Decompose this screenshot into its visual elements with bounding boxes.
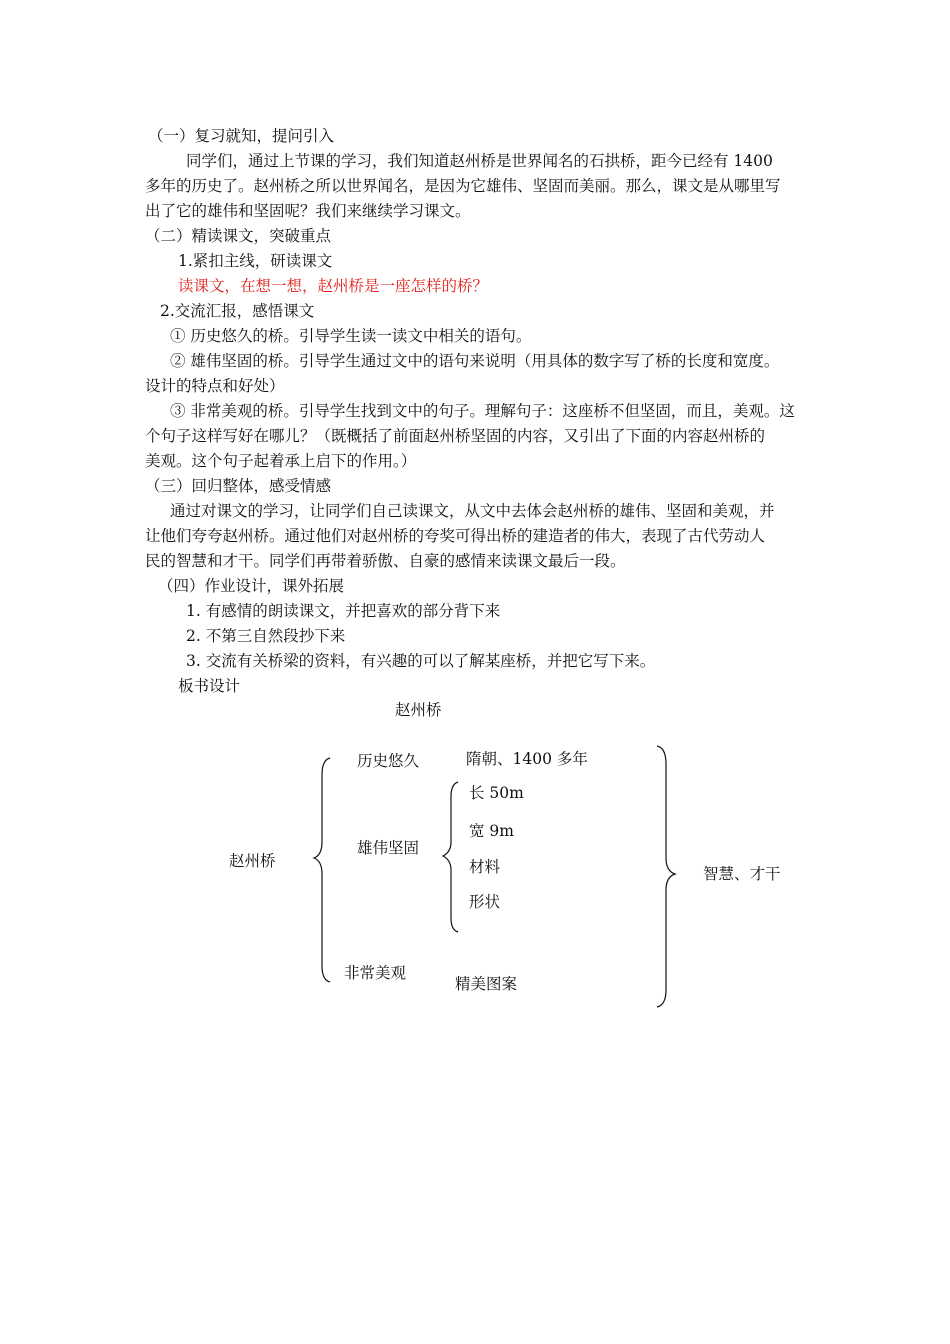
branch-history: 历史悠久	[357, 752, 420, 770]
paragraph-line: 同学们，通过上节课的学习，我们知道赵州桥是世界闻名的石拱桥，距今已经有 1400	[186, 152, 773, 170]
detail-shape: 形状	[469, 893, 501, 911]
point-3: ③ 非常美观的桥。引导学生找到文中的句子。理解句子：这座桥不但坚固，而且，美观。这	[170, 402, 795, 420]
detail-beauty: 精美图案	[455, 975, 518, 993]
paragraph-line: 设计的特点和好处）	[145, 377, 285, 395]
point-1: ① 历史悠久的桥。引导学生读一读文中相关的语句。	[170, 327, 532, 345]
paragraph-line: 出了它的雄伟和坚固呢？我们来继续学习课文。	[145, 202, 471, 220]
highlight-question: 读课文，在想一想，赵州桥是一座怎样的桥？	[178, 277, 489, 295]
paragraph-line: 美观。这个句子起着承上启下的作用。）	[145, 452, 417, 470]
point-2: ② 雄伟坚固的桥。引导学生通过文中的语句来说明（用具体的数字写了桥的长度和宽度。	[170, 352, 780, 370]
branch-beauty: 非常美观	[344, 964, 407, 982]
left-brace	[314, 758, 330, 982]
detail-width: 宽 9m	[469, 822, 514, 840]
homework-item-1: 1. 有感情的朗读课文，并把喜欢的部分背下来	[186, 602, 501, 620]
board-title: 赵州桥	[395, 701, 442, 719]
branch-sturdy: 雄伟坚固	[357, 839, 420, 857]
board-design-heading: 板书设计	[178, 677, 241, 695]
board-conclusion: 智慧、才干	[703, 865, 781, 883]
paragraph-line: 多年的历史了。赵州桥之所以世界闻名，是因为它雄伟、坚固而美丽。那么，课文是从哪里写	[145, 177, 781, 195]
detail-length: 长 50m	[469, 784, 524, 802]
homework-item-3: 3. 交流有关桥梁的资料，有兴趣的可以了解某座桥，并把它写下来。	[186, 652, 656, 670]
paragraph-line: 个句子这样写好在哪儿？（既概括了前面赵州桥坚固的内容，又引出了下面的内容赵州桥的	[145, 427, 766, 445]
inner-brace	[443, 782, 458, 932]
board-root: 赵州桥	[229, 852, 276, 870]
paragraph-line: 让他们夸夸赵州桥。通过他们对赵州桥的夸奖可得出桥的建造者的伟大，表现了古代劳动人	[145, 527, 766, 545]
homework-item-2: 2. 不第三自然段抄下来	[186, 627, 346, 645]
section-2-heading: （二）精读课文，突破重点	[145, 227, 332, 245]
subheading-1: 1.紧扣主线，研读课文	[178, 252, 333, 270]
section-1-heading: （一）复习就知，提问引入	[148, 127, 335, 145]
section-3-heading: （三）回归整体，感受情感	[145, 477, 332, 495]
subheading-2: 2.交流汇报，感悟课文	[160, 302, 315, 320]
paragraph-line: 民的智慧和才干。同学们再带着骄傲、自豪的感情来读课文最后一段。	[145, 552, 626, 570]
detail-material: 材料	[469, 858, 501, 876]
right-brace	[657, 746, 675, 1007]
paragraph-line: 通过对课文的学习，让同学们自己读课文，从文中去体会赵州桥的雄伟、坚固和美观，并	[170, 502, 775, 520]
detail-history: 隋朝、1400 多年	[466, 750, 588, 768]
section-4-heading: （四）作业设计，课外拓展	[158, 577, 345, 595]
